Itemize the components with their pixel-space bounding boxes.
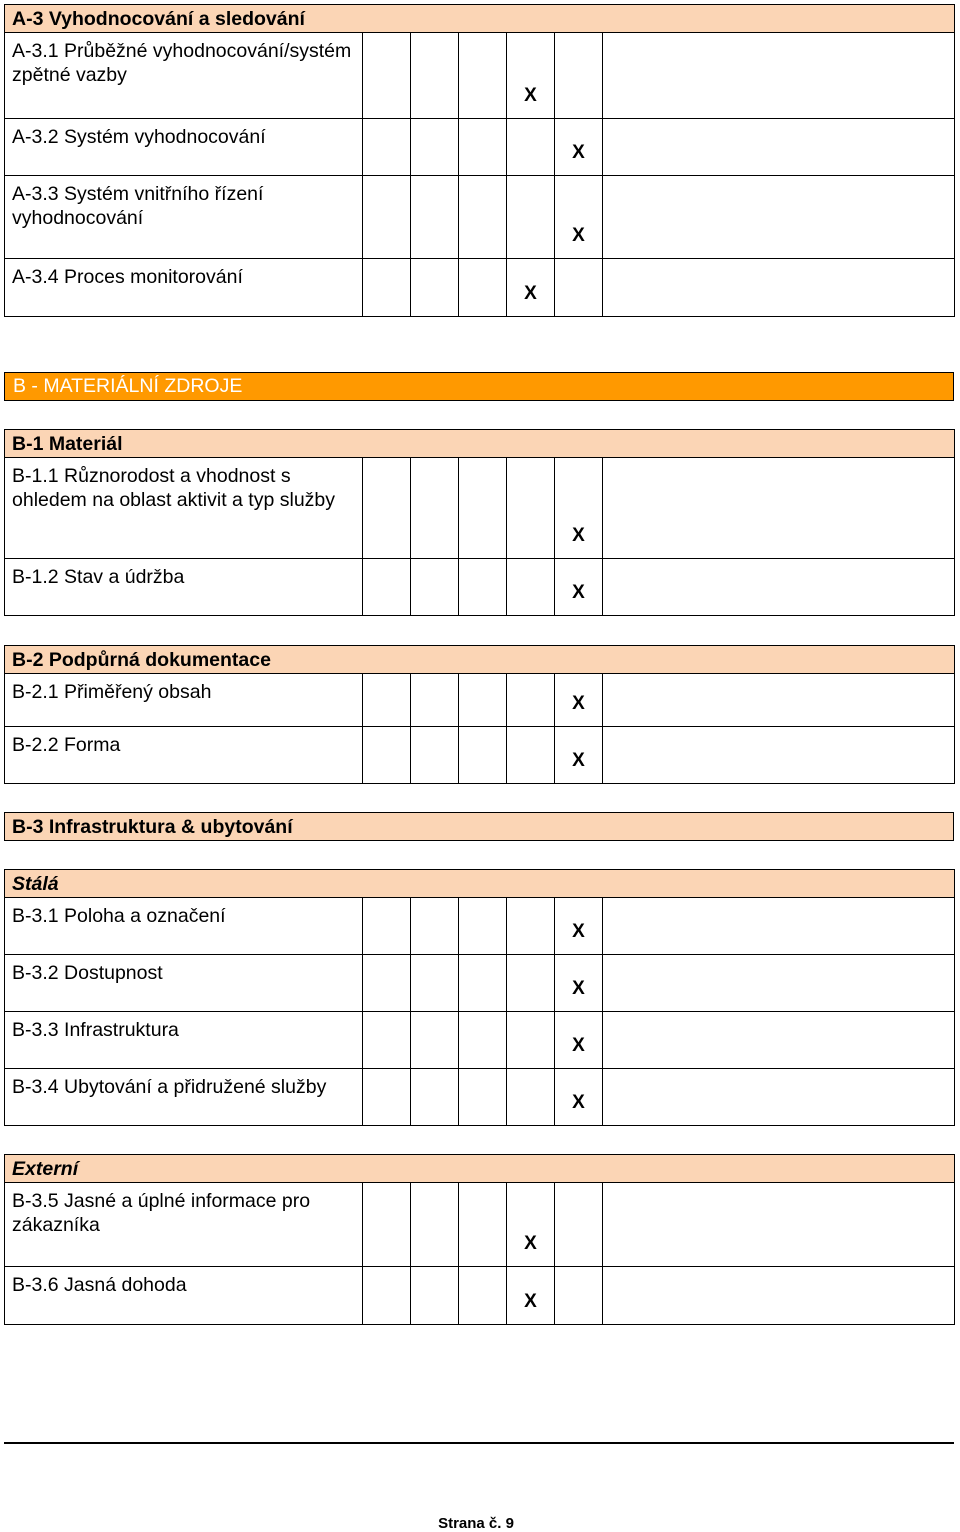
subgroup-heading-label: Externí [5, 1155, 955, 1183]
criterion-label: A-3.1 Průběžné vyhodnocování/systém zpětné vazby [5, 33, 363, 119]
criterion-label: B-3.1 Poloha a označení [5, 898, 363, 955]
group-heading-label: B-2 Podpůrná dokumentace [5, 646, 955, 674]
table-b2 [4, 645, 954, 784]
check-mark: X [507, 1183, 555, 1267]
criterion-label: B-1.2 Stav a údržba [5, 559, 363, 616]
criterion-label: B-2.2 Forma [5, 727, 363, 784]
check-mark: X [555, 898, 603, 955]
criterion-label: B-3.3 Infrastruktura [5, 1012, 363, 1069]
group-heading-label: B-3 Infrastruktura & ubytování [5, 813, 954, 841]
table-row [5, 727, 955, 784]
subgroup-heading [5, 1155, 955, 1183]
group-heading [5, 430, 955, 458]
table-row [5, 1069, 955, 1126]
group-heading [5, 813, 954, 841]
table-b3-externi [4, 1154, 954, 1325]
criterion-label: A-3.3 Systém vnitřního řízení vyhodnocování [5, 176, 363, 259]
table-b1 [4, 429, 954, 616]
check-mark: X [555, 176, 603, 259]
criterion-label: B-3.2 Dostupnost [5, 955, 363, 1012]
criterion-label: B-3.4 Ubytování a přidružené služby [5, 1069, 363, 1126]
check-mark: X [507, 259, 555, 317]
subgroup-heading [5, 870, 955, 898]
subgroup-heading-label: Stálá [5, 870, 955, 898]
section-b-title: B - MATERIÁLNÍ ZDROJE [4, 372, 954, 401]
table-row [5, 559, 955, 616]
table-row [5, 119, 955, 176]
check-mark: X [555, 727, 603, 784]
criterion-label: B-2.1 Přiměřený obsah [5, 674, 363, 727]
criterion-label: B-3.5 Jasné a úplné informace pro zákazníka [5, 1183, 363, 1267]
table-row [5, 674, 955, 727]
check-mark: X [507, 33, 555, 119]
table-row [5, 458, 955, 559]
group-heading-label: A-3 Vyhodnocování a sledování [5, 5, 955, 33]
check-mark: X [555, 458, 603, 559]
table-b3-stala [4, 869, 954, 1126]
criterion-label: A-3.4 Proces monitorování [5, 259, 363, 317]
criterion-label: B-3.6 Jasná dohoda [5, 1267, 363, 1325]
table-row [5, 33, 955, 119]
group-heading [5, 5, 955, 33]
table-a3 [4, 4, 954, 317]
check-mark: X [555, 119, 603, 176]
table-row [5, 898, 955, 955]
criterion-label: A-3.2 Systém vyhodnocování [5, 119, 363, 176]
criterion-label: B-1.1 Různorodost a vhodnost s ohledem na oblast aktivit a typ služby [5, 458, 363, 559]
page-number: Strana č. 9 [438, 1515, 514, 1532]
table-row [5, 176, 955, 259]
check-mark: X [555, 674, 603, 727]
check-mark: X [555, 1012, 603, 1069]
check-mark: X [555, 1069, 603, 1126]
check-mark: X [555, 955, 603, 1012]
table-row [5, 1183, 955, 1267]
group-heading [5, 646, 955, 674]
table-row [5, 1012, 955, 1069]
table-row [5, 1267, 955, 1325]
table-row [5, 259, 955, 317]
group-heading-label: B-1 Materiál [5, 430, 955, 458]
table-b3-heading [4, 812, 954, 841]
check-mark: X [555, 559, 603, 616]
table-row [5, 955, 955, 1012]
check-mark: X [507, 1267, 555, 1325]
footer-divider [4, 1442, 954, 1444]
